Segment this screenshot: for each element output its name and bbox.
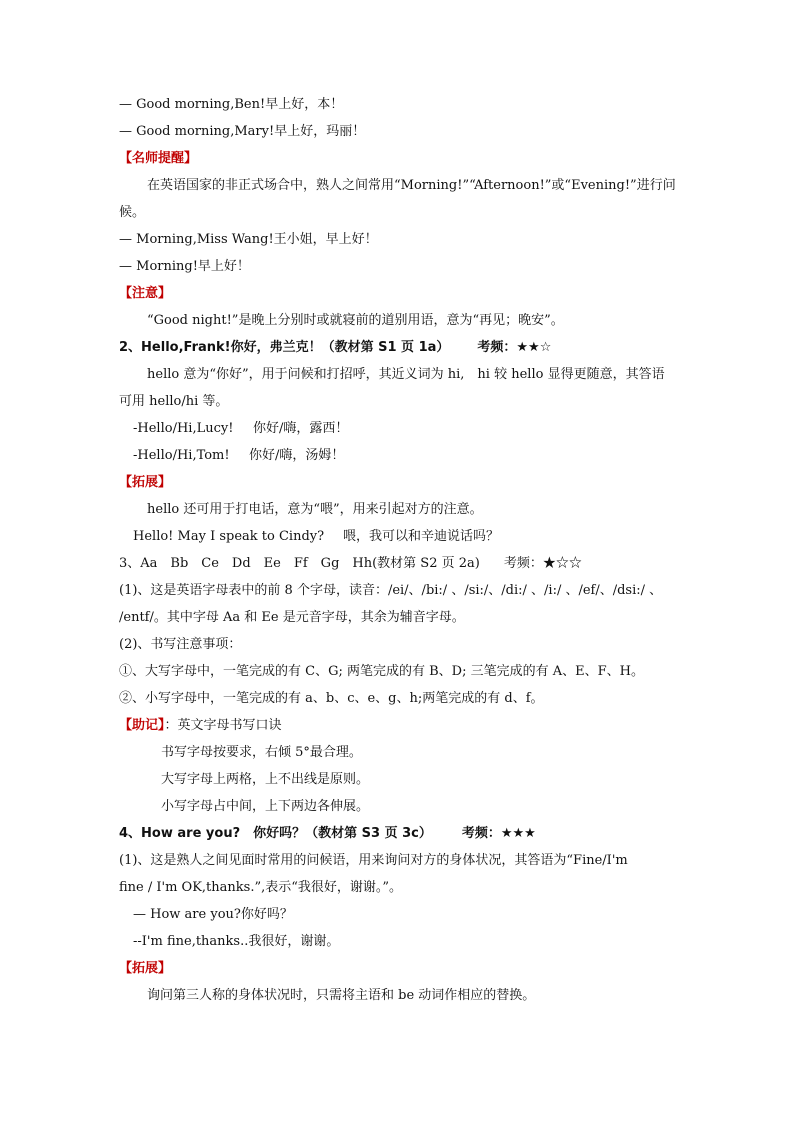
rhyme-line: 大写字母上两格，上不出线是原则。 <box>161 772 370 787</box>
paragraph-line: hello 意为“你好”，用于问候和打招呼，其近义词为 hi, hi 较 hello 显得更随意，其答语 <box>147 367 665 382</box>
example-chinese: 你好/嗨，露西！ <box>253 421 349 436</box>
paragraph-line: (2)、书写注意事项： <box>119 637 242 652</box>
paragraph-line: 在英语国家的非正式场合中，熟人之间常用“Morning!”“Afternoon!”或“Evening!”进行问 <box>147 178 676 193</box>
section-tag-teacher-tip: 【名师提醒】 <box>119 151 198 166</box>
frequency-rating: 考频：★★★ <box>461 826 536 841</box>
paragraph-line: (1)、这是熟人之间见面时常用的问候语，用来询问对方的身体状况，其答语为“Fine/I'm <box>119 853 628 868</box>
example-english: -Hello/Hi,Lucy! <box>133 421 234 436</box>
item-heading-2 <box>119 339 551 357</box>
example-line <box>133 528 499 546</box>
section-tag-memory-tip: 【助记】 <box>119 718 165 733</box>
paragraph-line: 可用 hello/hi 等。 <box>119 394 229 409</box>
dialog-line: --I'm fine,thanks..我很好，谢谢。 <box>133 934 340 949</box>
rhyme-line: 小写字母占中间，上下两边各伸展。 <box>161 799 370 814</box>
section-tag-extension: 【拓展】 <box>119 475 172 490</box>
item-heading-3 <box>119 555 582 573</box>
memory-tip-line <box>119 717 282 735</box>
example-line <box>133 420 348 438</box>
item-heading-4 <box>119 825 536 843</box>
dialog-line: — Good morning,Mary!早上好，玛丽！ <box>119 124 366 139</box>
example-english: -Hello/Hi,Tom! <box>133 448 230 463</box>
paragraph-line: “Good night!”是晚上分别时或就寝前的道别用语，意为“再见；晚安”。 <box>147 313 564 328</box>
dialog-line: — How are you?你好吗？ <box>133 907 293 922</box>
dialog-line: — Good morning,Ben!早上好，本！ <box>119 97 344 112</box>
example-line <box>133 447 344 465</box>
frequency-rating: 考频：★☆☆ <box>503 556 582 571</box>
memory-tip-title: ：英文字母书写口诀 <box>164 718 282 733</box>
example-chinese: 你好/嗨，汤姆！ <box>249 448 345 463</box>
example-english: Hello! May I speak to Cindy? <box>133 529 325 544</box>
paragraph-line: 询问第三人称的身体状况时，只需将主语和 be 动词作相应的替换。 <box>147 988 536 1003</box>
section-tag-extension: 【拓展】 <box>119 961 172 976</box>
item-heading-text: 4、How are you? 你好吗？（教材第 S3 页 3c） <box>119 826 432 841</box>
rhyme-line: 书写字母按要求，右倾 5°最合理。 <box>161 745 362 760</box>
item-heading-text: 3、Aa Bb Ce Dd Ee Ff Gg Hh(教材第 S2 页 2a) <box>119 556 480 571</box>
paragraph-line: (1)、这是英语字母表中的前 8 个字母，读音：/ei/、/bi:/ 、/si:/、/di:/ 、/i:/ 、/ef/、/dsi:/ 、 <box>119 583 663 598</box>
paragraph-line: ①、大写字母中，一笔完成的有 C、G; 两笔完成的有 B、D; 三笔完成的有 A、E、F、H。 <box>119 664 644 679</box>
item-heading-text: 2、Hello,Frank!你好，弗兰克！（教材第 S1 页 1a） <box>119 340 450 355</box>
frequency-rating: 考频：★★☆ <box>477 340 552 355</box>
section-tag-note: 【注意】 <box>119 286 172 301</box>
example-chinese: 喂，我可以和辛迪说话吗？ <box>343 529 500 544</box>
dialog-line: — Morning,Miss Wang!王小姐，早上好！ <box>119 232 378 247</box>
paragraph-line: 候。 <box>119 205 146 220</box>
paragraph-line: fine / I'm OK,thanks.”,表示“我很好，谢谢。”。 <box>119 880 403 895</box>
paragraph-line: /entf/。其中字母 Aa 和 Ee 是元音字母，其余为辅音字母。 <box>119 610 465 625</box>
paragraph-line: ②、小写字母中，一笔完成的有 a、b、c、e、g、h;两笔完成的有 d、f。 <box>119 691 544 706</box>
paragraph-line: hello 还可用于打电话，意为“喂”，用来引起对方的注意。 <box>147 502 483 517</box>
dialog-line: — Morning!早上好！ <box>119 259 250 274</box>
